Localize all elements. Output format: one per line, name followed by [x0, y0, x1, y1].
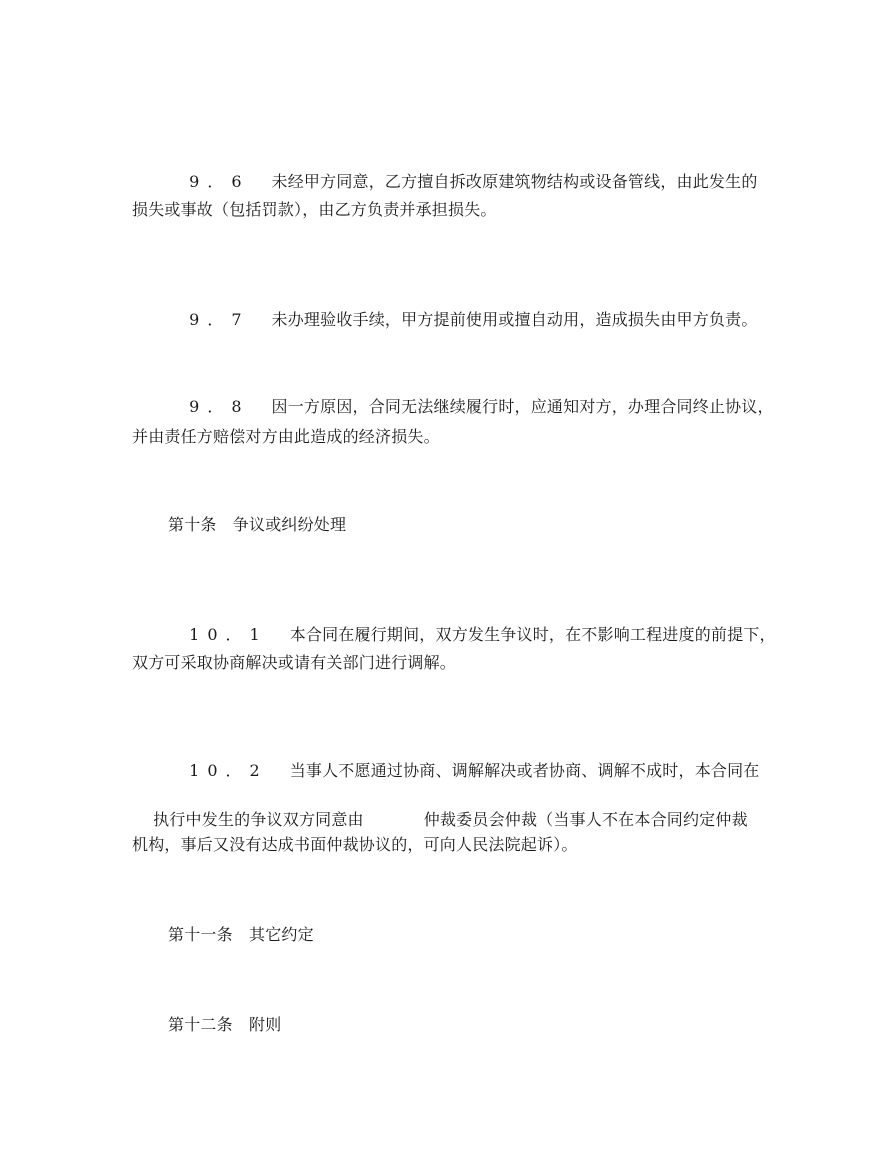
- clause-text: 仲裁委员会仲裁（当事人不在本合同约定仲裁: [423, 810, 748, 829]
- article-12-title: 第十二条 附则: [168, 1015, 282, 1034]
- clause-9-7-line-1: [168, 290, 758, 350]
- clause-number: 9．6: [189, 172, 250, 191]
- clause-text: 未经甲方同意，乙方擅自拆改原建筑物结构或设备管线，由此发生的: [271, 172, 758, 191]
- clause-10-2-line-3: 机构，事后又没有达成书面仲裁协议的，可向人民法院起诉）。: [132, 835, 578, 854]
- clause-number: 10．2: [189, 761, 268, 780]
- clause-number: 9．7: [189, 310, 250, 329]
- clause-text: 当事人不愿通过协商、调解解决或者协商、调解不成时，本合同在: [289, 761, 760, 780]
- article-11-title: 第十一条 其它约定: [168, 925, 314, 944]
- clause-number: 10．1: [189, 625, 268, 644]
- clause-text: 因一方原因，合同无法继续履行时，应通知对方，办理合同终止协议，: [271, 397, 774, 416]
- article-10-title: 第十条 争议或纠纷处理: [168, 515, 347, 534]
- clause-text: 本合同在履行期间，双方发生争议时，在不影响工程进度的前提下，: [289, 625, 776, 644]
- clause-9-6-line-2: 损失或事故（包括罚款），由乙方负责并承担损失。: [132, 200, 497, 219]
- clause-text: 执行中发生的争议双方同意由: [153, 810, 364, 829]
- clause-number: 9．8: [189, 397, 250, 416]
- clause-9-8-line-2: 并由责任方赔偿对方由此造成的经济损失。: [132, 427, 440, 446]
- clause-10-1-line-2: 双方可采取协商解决或请有关部门进行调解。: [132, 653, 457, 672]
- clause-text: 未办理验收手续，甲方提前使用或擅自动用，造成损失由甲方负责。: [271, 310, 758, 329]
